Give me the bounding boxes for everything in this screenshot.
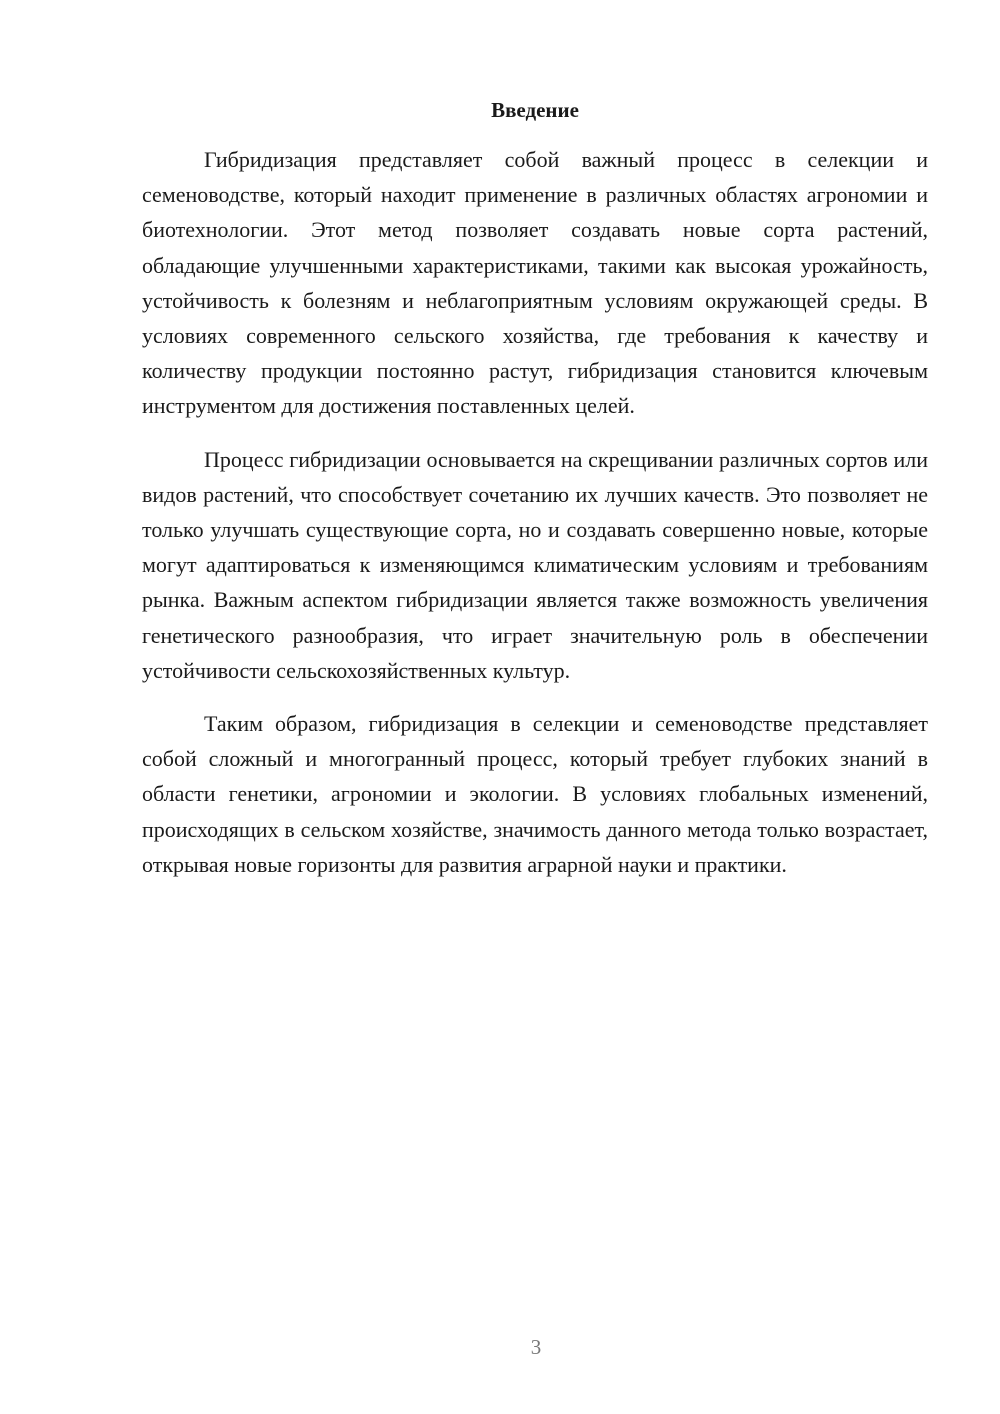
page-number: 3 bbox=[530, 1335, 542, 1359]
body-text bbox=[142, 142, 928, 900]
paragraph-1: Гибридизация представляет собой важный процесс в селекции и семеноводстве, который находит применение в различных областях агрономии и биотехнологии. Этот метод позволяет создавать новые сорта растений, обладающие улучшенными характеристиками, такими как высокая урожайность, устойчивость к болезням и неблагоприятным условиям окружающей среды. В условиях современного сельского хозяйства, где требования к качеству и количеству продукции постоянно растут, гибридизация становится ключевым инструментом для достижения поставленных целей. bbox=[142, 147, 928, 419]
paragraph-2: Процесс гибридизации основывается на скрещивании различных сортов или видов растений, что способствует сочетанию их лучших качеств. Это позволяет не только улучшать существующие сорта, но и создавать совершенно новые, которые могут адаптироваться к изменяющимся климатическим условиям и требованиям рынка. Важным аспектом гибридизации является также возможность увеличения генетического разнообразия, что играет значительную роль в обеспечении устойчивости сельскохозяйственных культур. bbox=[142, 446, 928, 683]
paragraph-3: Таким образом, гибридизация в селекции и семеноводстве представляет собой сложный и многогранный процесс, который требует глубоких знаний в области генетики, агрономии и экологии. В условиях глобальных изменений, происходящих в сельском хозяйстве, значимость данного метода только возрастает, открывая новые горизонты для развития аграрной науки и практики. bbox=[142, 711, 928, 877]
section-heading: Введение bbox=[491, 98, 579, 122]
